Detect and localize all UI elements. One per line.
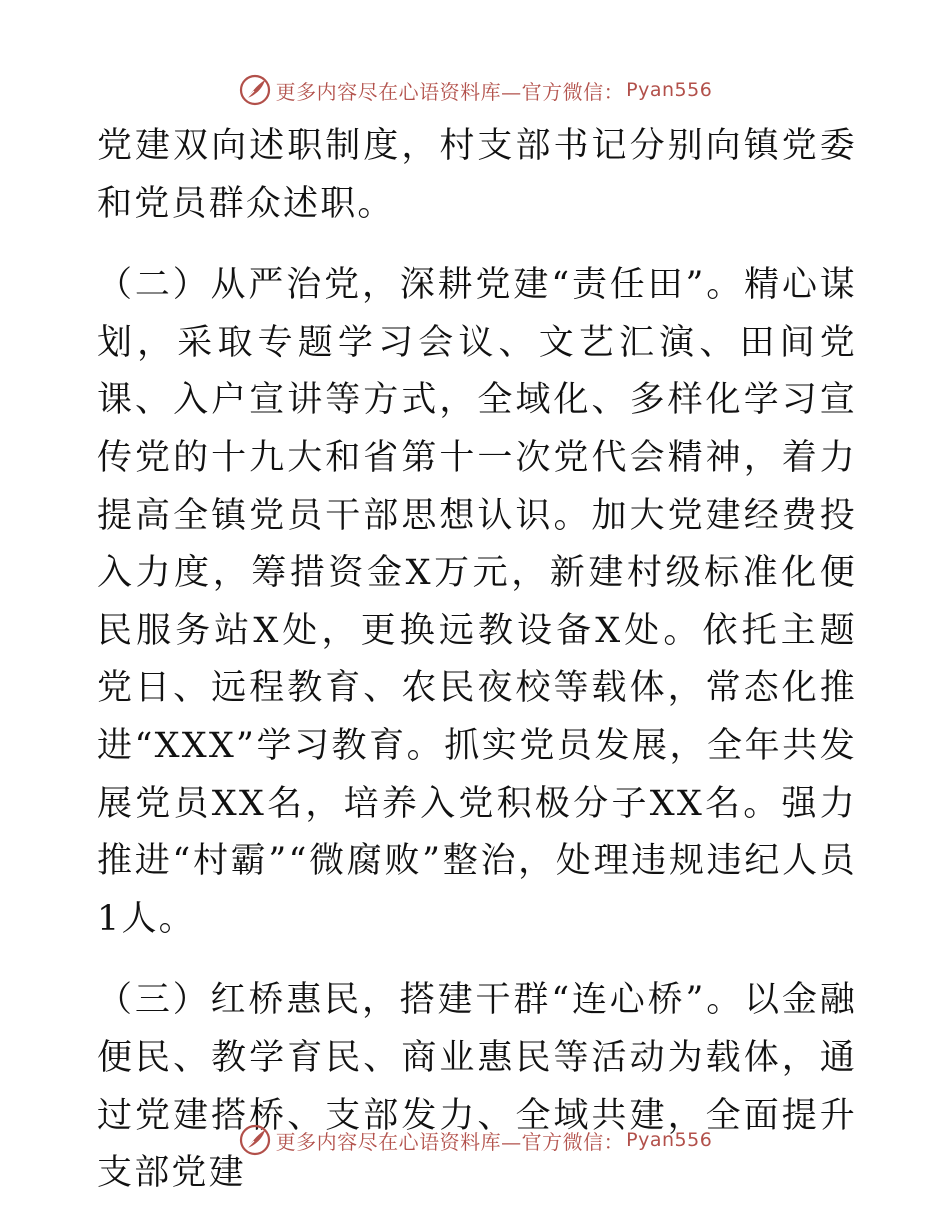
- paragraph-1: 党建双向述职制度，村支部书记分别向镇党委和党员群众述职。: [97, 126, 857, 224]
- feather-pen-seal-icon: [238, 73, 272, 107]
- paragraph-3: （三）红桥惠民，搭建干群“连心桥”。以金融便民、教学育民、商业惠民等活动为载体，通过党建搭桥、支部发力、全域共建，全面提升支部党建: [97, 980, 857, 1194]
- watermark-text: 更多内容尽在心语资料库—官方微信：: [275, 1129, 625, 1154]
- document-body: [97, 118, 857, 1203]
- feather-pen-seal-icon: [238, 1123, 272, 1157]
- footer-watermark: [0, 1120, 950, 1160]
- header-watermark: [0, 70, 950, 110]
- paragraph-2: （二）从严治党，深耕党建“责任田”。精心谋划，采取专题学习会议、文艺汇演、田间党课、入户宣讲等方式，全域化、多样化学习宣传党的十九大和省第十一次党代会精神，着力提高全镇党员干部思想认识。加大党建经费投入力度，筹措资金X万元，新建村级标准化便民服务站X处，更换远教设备X处。依托主题党日、远程教育、农民夜校等载体，常态化推进“XXX”学习教育。抓实党员发展，全年共发展党员XX名，培养入党积极分子XX名。强力推进“村霸”“微腐败”整治，处理违规违纪人员1人。: [97, 265, 857, 939]
- watermark-wechat-id: Pyan556: [626, 1129, 713, 1151]
- watermark-wechat-id: Pyan556: [626, 79, 713, 101]
- watermark-text: 更多内容尽在心语资料库—官方微信：: [275, 79, 625, 104]
